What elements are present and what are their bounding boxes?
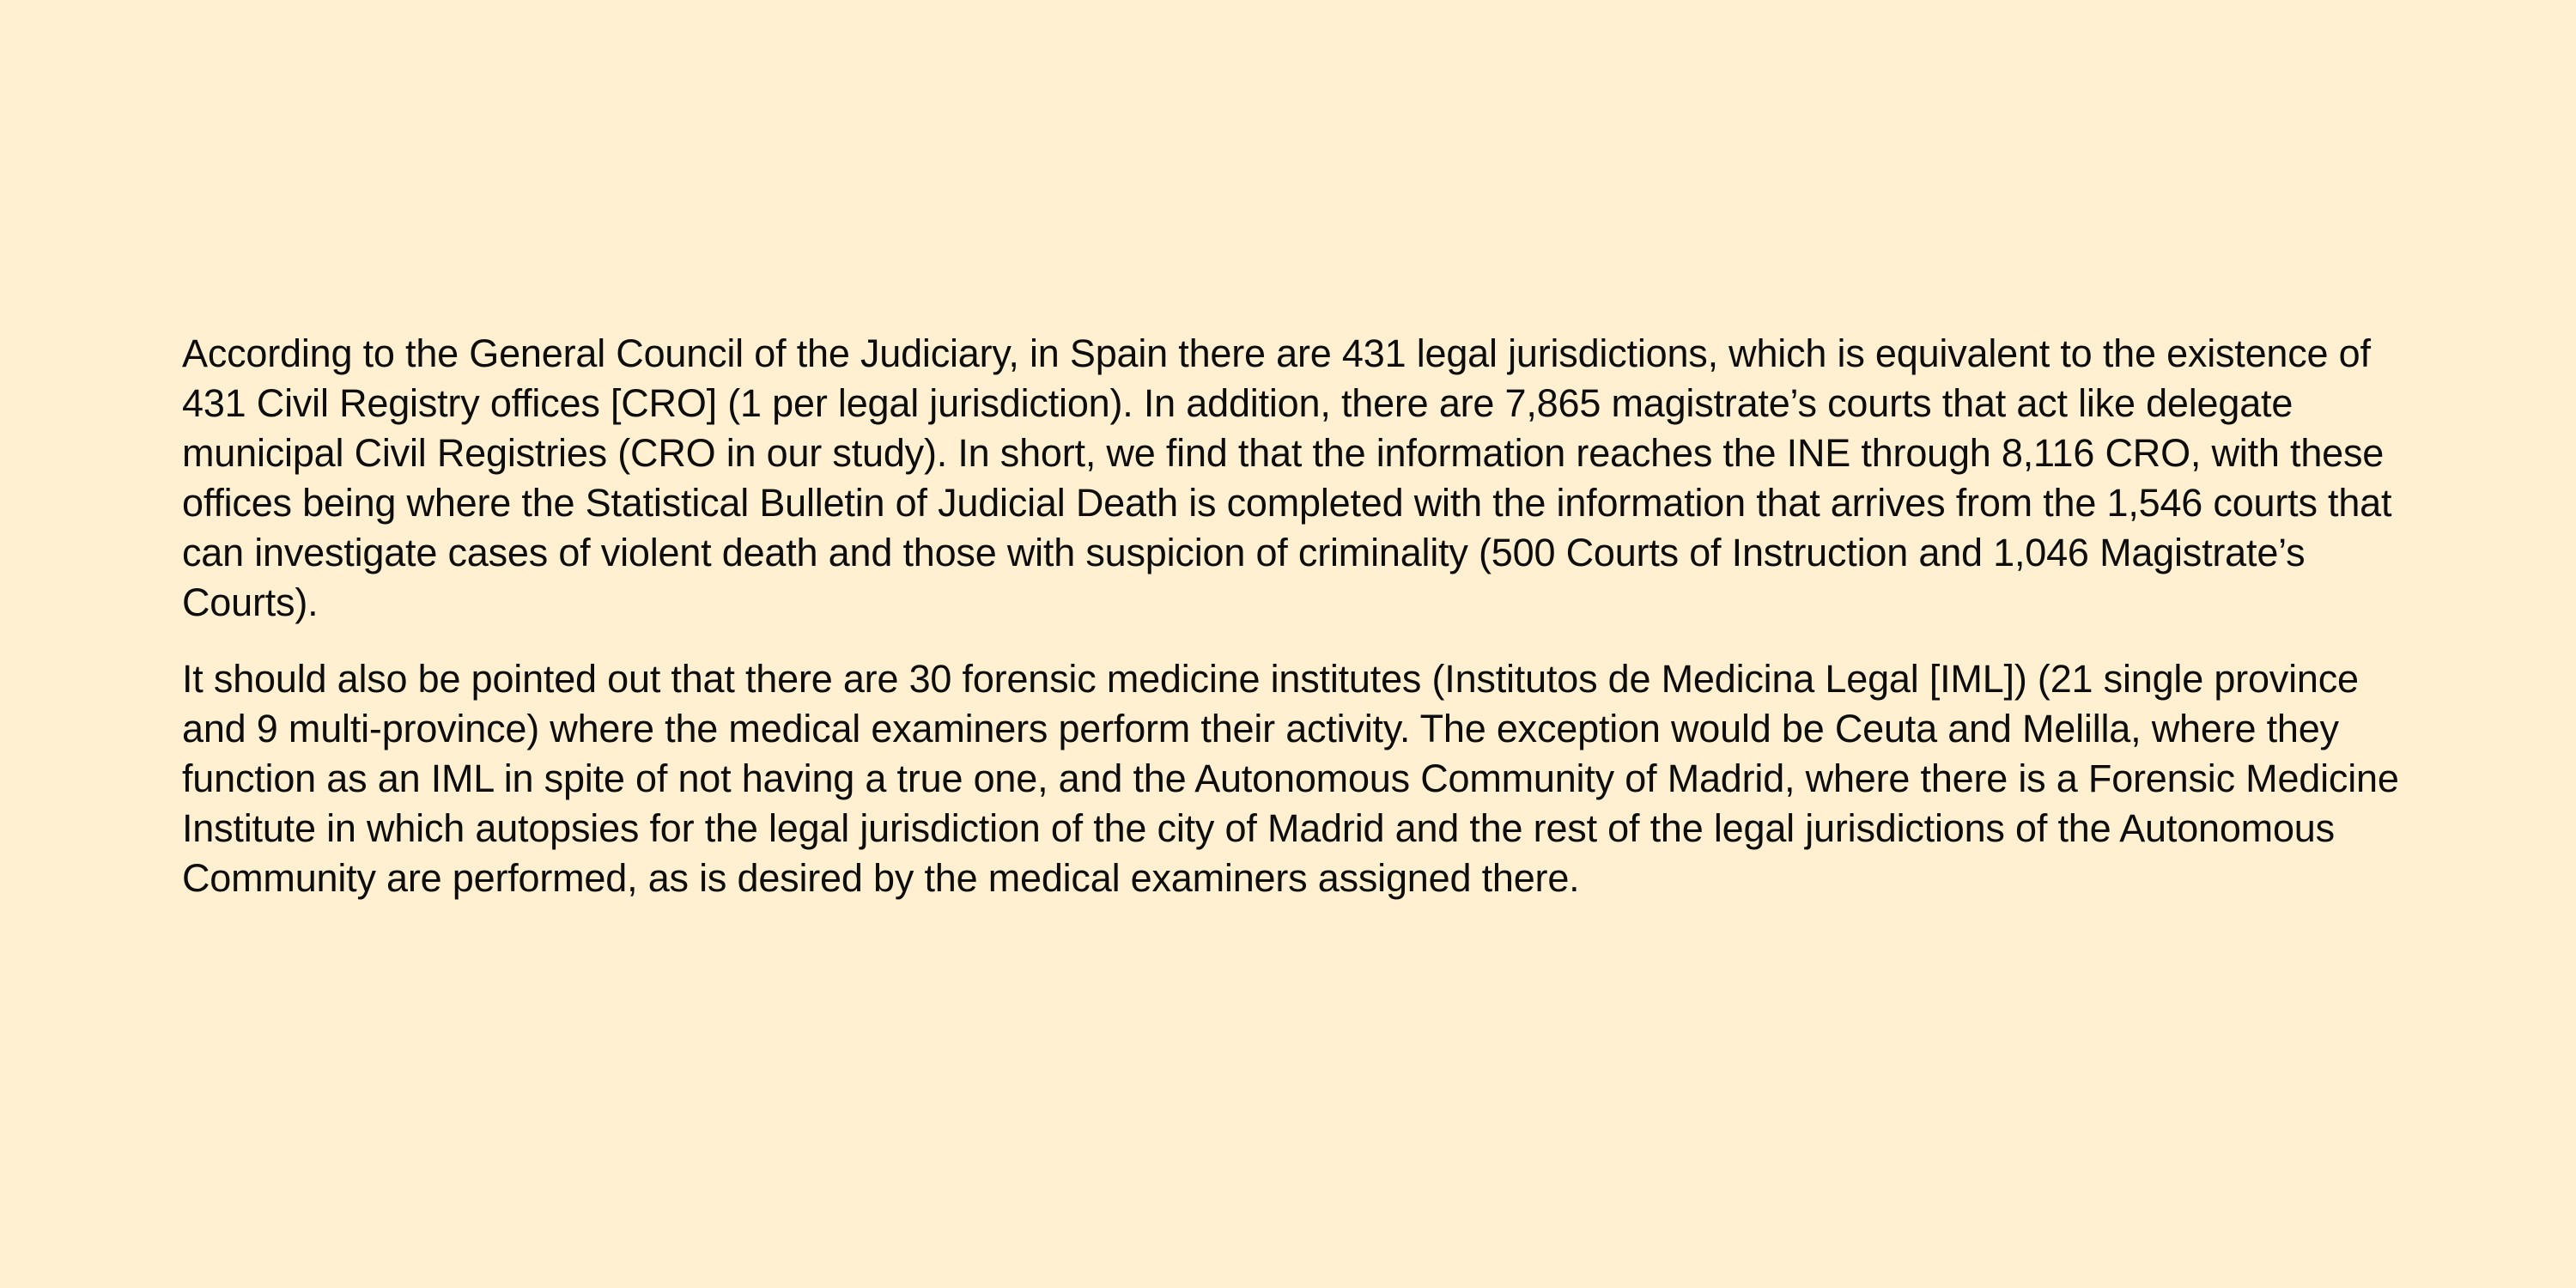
paragraph-civil-registry: According to the General Council of the Judiciary, in Spain there are 431 legal jurisdictions, which is equivalent to the existence of 431 Civil Registry offices [CRO] (1 per legal jurisdiction). In addition, there are 7,865 magistrate’s courts that act like delegate municipal Civil Registries (CRO in our study). In short, we find that the information reaches the INE through 8,116 CRO, with these offices being where the Statistical Bulletin of Judicial Death is completed with the information that arrives from the 1,546 courts that can investigate cases of violent death and those with suspicion of criminality (500 Courts of Instruction and 1,046 Magistrate’s Courts). — [182, 331, 2392, 624]
document-body — [182, 329, 2415, 903]
paragraph-forensic-institutes: It should also be pointed out that there are 30 forensic medicine institutes (Institutos de Medicina Legal [IML]) (21 single province and 9 multi-province) where the medical examiners perform their activity. The exception would be Ceuta and Melilla, where they function as an IML in spite of not having a true one, and the Autonomous Community of Madrid, where there is a Forensic Medicine Institute in which autopsies for the legal jurisdiction of the city of Madrid and the rest of the legal jurisdictions of the Autonomous Community are performed, as is desired by the medical examiners assigned there. — [182, 657, 2399, 900]
